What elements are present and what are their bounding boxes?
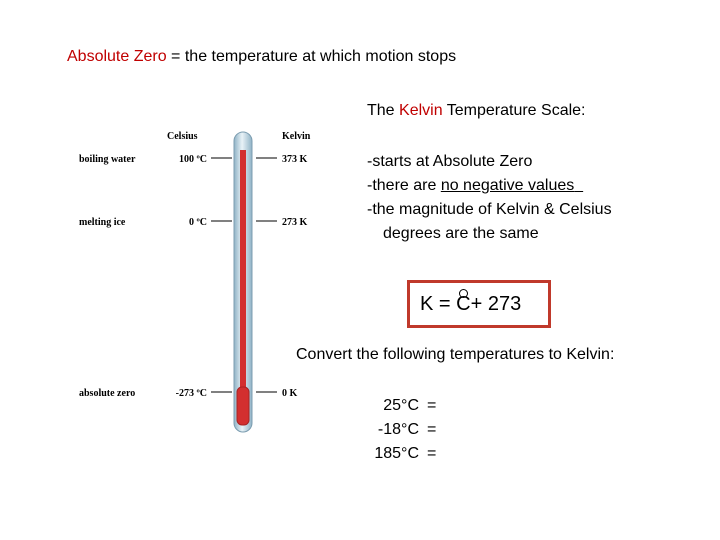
absolute-zero-celsius: -273 ºC xyxy=(175,388,207,399)
formula-right: + 273 xyxy=(470,292,522,315)
fact-magnitude-cont: degrees are the same xyxy=(383,225,539,242)
thermometer-bulb xyxy=(237,387,249,425)
conversion-equals: = xyxy=(427,397,437,414)
title-definition: = the temperature at which motion stops xyxy=(166,48,457,65)
fact-magnitude: -the magnitude of Kelvin & Celsius xyxy=(367,201,612,218)
boiling-water-label: boiling water xyxy=(79,154,136,165)
kelvin-heading-prefix: The xyxy=(367,102,400,119)
melting-celsius: 0 ºC xyxy=(188,217,207,228)
melting-kelvin: 273 K xyxy=(282,217,308,228)
celsius-header: Celsius xyxy=(167,131,198,142)
formula-celsius: C xyxy=(456,292,471,315)
absolute-zero-label: absolute zero xyxy=(79,388,136,399)
mercury-column xyxy=(240,150,246,395)
kelvin-heading-suffix: Temperature Scale: xyxy=(442,102,586,119)
fact-absolute-zero: -starts at Absolute Zero xyxy=(367,153,533,170)
conversion-equals: = xyxy=(427,421,437,438)
absolute-zero-term: Absolute Zero xyxy=(67,48,167,65)
conversion-temp: 185°C xyxy=(374,445,419,462)
conversion-equals: = xyxy=(427,445,437,462)
convert-heading: Convert the following temperatures to Kelvin: xyxy=(296,346,615,363)
conversion-temp: -18°C xyxy=(377,421,419,438)
no-negative-values: no negative values xyxy=(440,177,575,194)
melting-ice-label: melting ice xyxy=(79,217,126,228)
absolute-zero-kelvin: 0 K xyxy=(282,388,298,399)
kelvin-word: Kelvin xyxy=(399,102,443,119)
conversion-temp: 25°C xyxy=(383,397,419,414)
boiling-celsius: 100 ºC xyxy=(178,154,207,165)
fact-no-negative-prefix: -there are xyxy=(367,177,441,194)
kelvin-header: Kelvin xyxy=(282,131,311,142)
boiling-kelvin: 373 K xyxy=(282,154,308,165)
formula-left: K = xyxy=(420,292,451,315)
